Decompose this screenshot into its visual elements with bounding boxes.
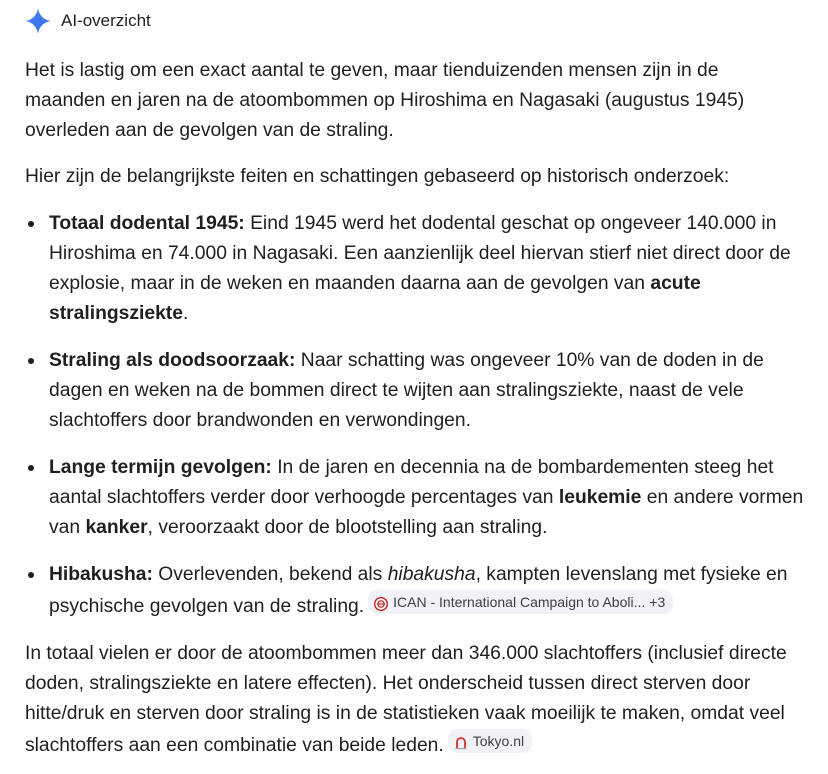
fact-heading: Lange termijn gevolgen: xyxy=(49,457,272,478)
list-item-hibakusha xyxy=(25,560,804,622)
fact-emphasis: acute stralingsziekte xyxy=(49,273,701,324)
ican-logo-icon xyxy=(374,595,388,609)
intro-paragraph: Het is lastig om een exact aantal te geven, maar tienduizenden mensen zijn in de maanden en jaren na de atoombommen op Hiroshima en Nagasaki (augustus 1945) overleden aan de gevolgen van de straling. xyxy=(25,60,745,141)
list-item-total-death-toll xyxy=(25,209,804,329)
fact-italic: hibakusha xyxy=(387,564,476,585)
fact-text: Overlevenden, bekend als xyxy=(152,564,388,585)
fact-heading: Totaal dodental 1945: xyxy=(49,213,245,234)
source-chip-ican[interactable] xyxy=(368,590,673,614)
fact-emphasis: leukemie xyxy=(558,487,642,508)
fact-heading: Straling als doodsoorzaak: xyxy=(49,350,296,371)
summary-paragraph xyxy=(25,639,804,761)
ai-overview-title: AI-overzicht xyxy=(61,11,151,30)
fact-text: Naar schatting was ongeveer 10% van de doden in de dagen en weken na de bommen direct te wijten aan stralingsziekte, naast de vele slachtoffers door brandwonden en verwondingen. xyxy=(49,350,764,431)
summary-text: In totaal vielen er door de atoombommen meer dan 346.000 slachtoffers (inclusief directe doden, stralingsziekte en latere effecten). Het onderscheid tussen direct sterven door hitte/druk en sterven door straling is in de statistieken vaak moeilijk te maken, omdat veel slachtoffers aan een combinatie van beide leden. xyxy=(25,643,787,756)
source-chip-more-count: +3 xyxy=(649,594,666,610)
source-chip-tokyo[interactable] xyxy=(448,729,532,753)
fact-text: In de jaren en decennia na de bombardementen steeg het aantal slachtoffers verder door verhoogde percentages van xyxy=(49,457,774,508)
ai-overview-header xyxy=(25,0,804,42)
gemini-spark-icon xyxy=(25,8,51,34)
facts-list xyxy=(25,209,804,622)
fact-text: en andere vormen van xyxy=(49,487,804,538)
tokyo-logo-icon xyxy=(454,734,468,748)
source-chip-label: Tokyo.nl xyxy=(472,733,525,749)
fact-emphasis: kanker xyxy=(85,517,148,538)
fact-text: Eind 1945 werd het dodental geschat op ongeveer 140.000 in Hiroshima en 74.000 in Nagasaki. Een aanzienlijk deel hiervan stierf niet direct door de explosie, maar in de weken en maanden daarna aan de gevolgen van xyxy=(49,213,791,294)
lead-paragraph: Hier zijn de belangrijkste feiten en schattingen gebaseerd op historisch onderzoek: xyxy=(25,166,730,187)
fact-text: . xyxy=(182,303,189,324)
fact-text: , kampten levenslang met fysieke en psychische gevolgen van de straling. xyxy=(49,564,788,617)
source-chip-label: ICAN - International Campaign to Aboli... xyxy=(393,594,646,610)
list-item-radiation-cause xyxy=(25,346,804,436)
list-item-long-term-effects xyxy=(25,453,804,543)
fact-text: , veroorzaakt door de blootstelling aan straling. xyxy=(147,517,548,538)
fact-heading: Hibakusha: xyxy=(49,564,153,585)
